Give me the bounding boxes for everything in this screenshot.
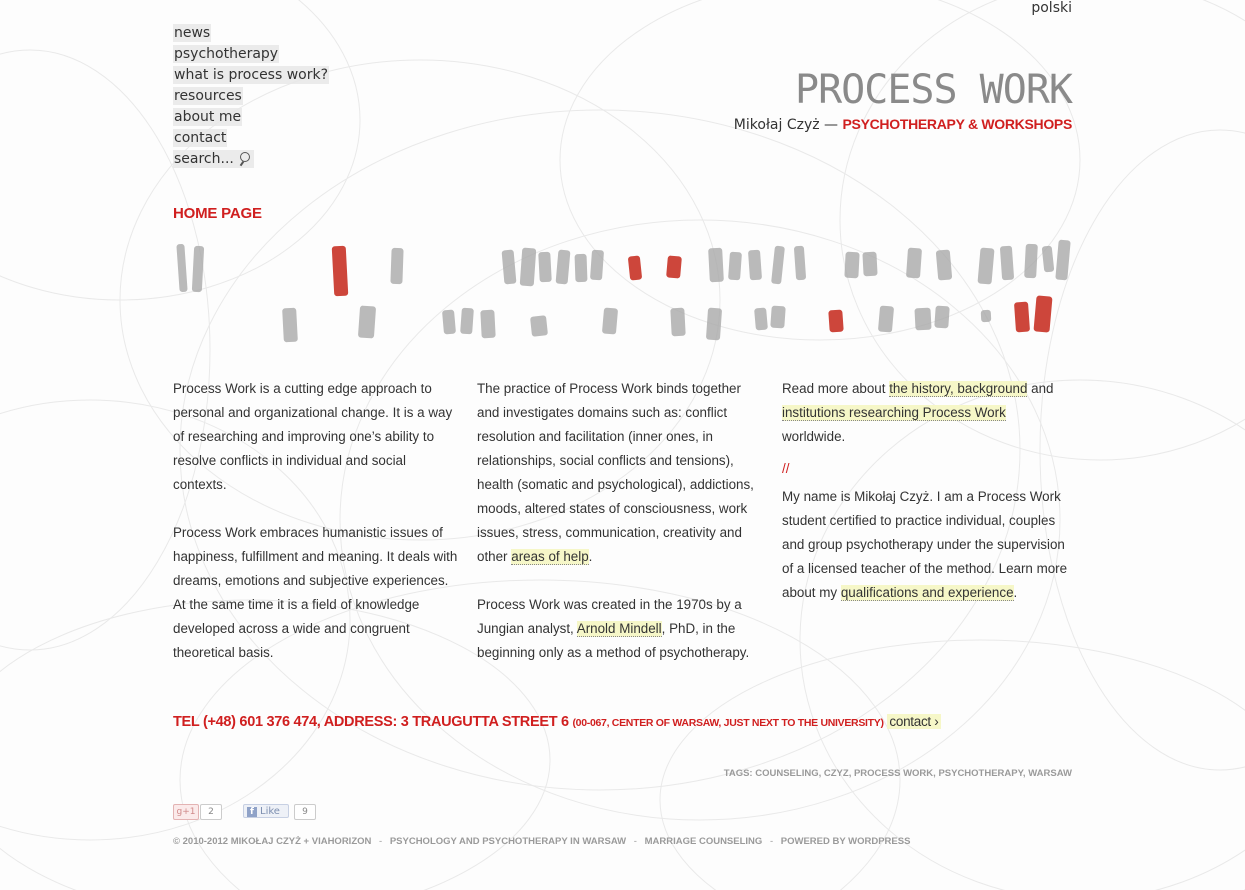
intro-paragraph: Process Work is a cutting edge approach to personal and organizational change. It is a way of researching and improving one’s ability to resolve conflicts in individual and social contexts. — [173, 381, 453, 492]
footer-link[interactable]: PSYCHOLOGY AND PSYCHOTHERAPY IN WARSAW — [389, 836, 627, 847]
brush-stroke-gray — [282, 308, 298, 343]
tag-link[interactable]: COUNSELING — [755, 768, 819, 779]
brush-stroke-gray — [770, 306, 786, 329]
tag-link[interactable]: WARSAW — [1028, 768, 1072, 779]
nav-item-resources[interactable]: resources — [174, 88, 242, 104]
brush-stroke-gray — [844, 252, 859, 279]
footer-link[interactable]: MARRIAGE COUNSELING — [644, 836, 763, 847]
brush-stroke-gray — [906, 248, 922, 279]
search-icon[interactable] — [240, 152, 250, 162]
brush-stroke-gray — [771, 246, 785, 285]
history-background-link[interactable]: the history, background — [889, 381, 1028, 396]
facebook-like-button[interactable] — [243, 804, 289, 818]
brush-stroke-gray — [530, 315, 548, 337]
brush-stroke-red — [1014, 302, 1030, 333]
areas-of-help-link[interactable]: areas of help — [511, 549, 589, 564]
contact-address-note: (00-067, CENTER OF WARSAW, JUST NEXT TO THE UNIVERSITY) — [572, 717, 884, 729]
brush-stroke-red — [666, 255, 682, 278]
institutions-link[interactable]: institutions researching Process Work — [782, 405, 1006, 420]
domains-paragraph: The practice of Process Work binds together and investigates domains such as: conflict resolution and facilitation (inner ones, in relationships, social conflicts and tensions), health (somatic and psychological), addictions, moods, altered states of consciousness, work issues, stress, communication, creativity and other areas of help. — [477, 381, 754, 564]
brush-stroke-gray — [520, 248, 537, 287]
brush-stroke-gray — [602, 307, 618, 334]
nav-item-what-is-process-work[interactable]: what is process work? — [174, 67, 329, 83]
brush-stroke-gray — [1000, 246, 1014, 281]
contact-link[interactable]: contact › — [889, 714, 939, 729]
page-title: HOME PAGE — [173, 205, 262, 222]
site-logo[interactable] — [734, 66, 1072, 133]
brush-stroke-gray — [556, 250, 571, 285]
brush-stroke-gray — [176, 244, 187, 292]
brush-stroke-gray — [934, 306, 950, 329]
author-name: Mikołaj Czyż — — [733, 117, 839, 133]
brush-stroke-red — [332, 246, 349, 297]
search-placeholder: search... — [174, 151, 234, 167]
brush-stroke-gray — [728, 252, 742, 281]
brush-stroke-gray — [754, 308, 768, 331]
footer-separator: - — [633, 836, 637, 847]
contact-info — [173, 714, 941, 730]
brush-stroke-gray — [981, 310, 992, 323]
brush-stroke-gray — [442, 310, 456, 335]
brush-stroke-gray — [192, 246, 204, 292]
brush-stroke-gray — [480, 310, 495, 339]
about-paragraph: My name is Mikołaj Czyż. I am a Process Work student certified to practice individual, couples and group psychotherapy under the supervision of a licensed teacher of the method. Learn more about my qualifications and experience. — [782, 489, 1068, 600]
brush-stroke-gray — [670, 308, 685, 337]
read-more-paragraph: Read more about the history, background and institutions researching Process Work worldwide. — [782, 381, 1054, 444]
brush-stroke-red — [828, 310, 844, 333]
copyright-link[interactable]: © 2010-2012 MIKOŁAJ CZYŻ + VIAHORIZON — [173, 836, 372, 847]
google-plus-button[interactable]: g+1 — [173, 804, 199, 820]
nav-item-psychotherapy[interactable]: psychotherapy — [174, 46, 279, 62]
facebook-like-label: Like — [260, 806, 280, 817]
tag-link[interactable]: CZYZ — [823, 768, 849, 779]
facebook-icon: f — [247, 807, 257, 817]
brush-stroke-gray — [878, 305, 894, 332]
intro-paragraph: Process Work embraces humanistic issues of happiness, fulfillment and meaning. It deals with dreams, emotions and subjective experiences. At the same time it is a field of knowledge developed across a wide and congruent theoretical basis. — [173, 525, 458, 660]
brush-stroke-gray — [977, 247, 994, 284]
brush-stroke-red — [1033, 295, 1052, 332]
brush-stroke-gray — [862, 252, 877, 277]
footer-separator: - — [769, 836, 774, 847]
brush-stroke-gray — [1024, 244, 1038, 279]
site-footer — [173, 836, 910, 847]
history-paragraph: Process Work was created in the 1970s by a Jungian analyst, Arnold Mindell, PhD, in the beginning only as a method of psychotherapy. — [477, 597, 750, 660]
contact-phone-address: TEL (+48) 601 376 474, ADDRESS: 3 TRAUGUTTA STREET 6 — [173, 714, 573, 730]
brush-stroke-gray — [358, 305, 376, 338]
brush-stroke-gray — [1042, 246, 1055, 273]
site-tagline — [734, 116, 1072, 133]
facebook-like-count: 9 — [294, 804, 316, 820]
brush-stroke-gray — [575, 254, 588, 282]
brush-stroke-banner — [173, 236, 1073, 348]
brush-stroke-gray — [1055, 240, 1070, 281]
brush-stroke-gray — [748, 250, 762, 281]
footer-separator: - — [379, 836, 383, 847]
brush-stroke-gray — [590, 250, 604, 281]
brush-stroke-gray — [936, 249, 953, 280]
tags-label: TAGS: — [723, 768, 753, 779]
brush-stroke-gray — [706, 308, 722, 341]
nav-item-contact[interactable]: contact — [174, 130, 227, 146]
logo-wordmark: PROCESS WORK — [795, 67, 1072, 113]
main-nav — [173, 22, 329, 169]
brush-stroke-gray — [390, 248, 403, 284]
brush-stroke-gray — [708, 248, 724, 283]
intro-column-1 — [173, 377, 461, 689]
section-divider: // — [782, 461, 790, 476]
language-switch-link[interactable]: polski — [1031, 0, 1072, 16]
qualifications-link[interactable]: qualifications and experience — [840, 585, 1014, 600]
arnold-mindell-link[interactable]: Arnold Mindell — [576, 621, 662, 636]
nav-item-news[interactable]: news — [174, 25, 211, 41]
tag-link[interactable]: PSYCHOTHERAPY — [938, 768, 1023, 779]
tag-link[interactable]: PROCESS WORK — [853, 768, 934, 779]
tagline-accent: PSYCHOTHERAPY & WORKSHOPS — [842, 116, 1072, 132]
search-input[interactable] — [173, 150, 254, 168]
google-plus-count: 2 — [200, 804, 222, 820]
brush-stroke-gray — [794, 246, 806, 281]
brush-stroke-red — [628, 255, 642, 280]
nav-item-about-me[interactable]: about me — [174, 109, 242, 125]
intro-column-3 — [782, 377, 1070, 629]
brush-stroke-gray — [914, 308, 931, 331]
brush-stroke-gray — [538, 252, 552, 283]
tag-list: TAGS: COUNSELING, CZYZ, PROCESS WORK, PSYCHOTHERAPY, WARSAW — [723, 768, 1072, 779]
brush-stroke-gray — [502, 250, 517, 285]
footer-link[interactable]: POWERED BY WORDPRESS — [780, 836, 911, 847]
brush-stroke-gray — [460, 308, 474, 335]
intro-column-2 — [477, 377, 765, 689]
